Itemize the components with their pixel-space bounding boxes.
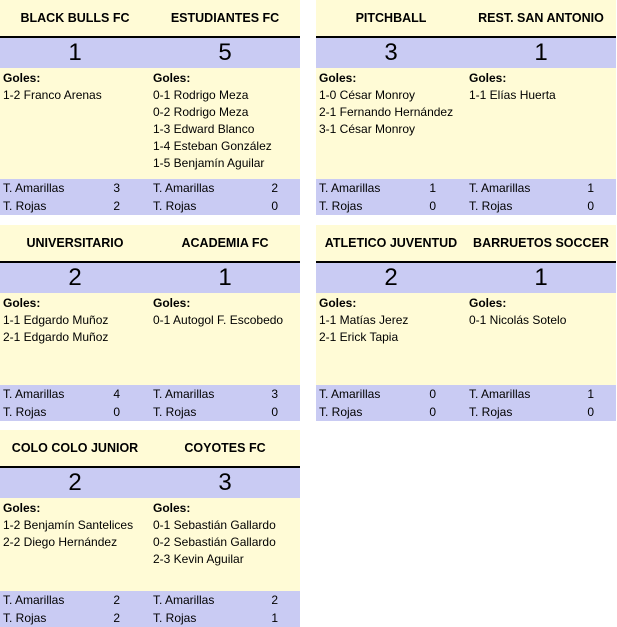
- match-card: [316, 0, 616, 215]
- away-team-name: COYOTES FC: [184, 441, 266, 455]
- home-team-name: PITCHBALL: [355, 11, 427, 25]
- away-score: 3: [218, 469, 232, 496]
- away-yellow-cards: 1: [587, 181, 594, 195]
- home-team-name: UNIVERSITARIO: [26, 236, 124, 250]
- match-card: [0, 0, 300, 215]
- score-row: [0, 36, 300, 68]
- goals-title: Goles:: [3, 71, 41, 85]
- away-score: 1: [218, 264, 232, 291]
- home-yellow-cards: 4: [113, 387, 120, 401]
- goal-line: 1-3 Edward Blanco: [153, 122, 255, 136]
- goal-line: 1-2 Franco Arenas: [3, 88, 102, 102]
- away-red-cards: 1: [271, 611, 278, 625]
- cards-stats: [0, 591, 300, 627]
- red-cards-label: T. Rojas: [469, 199, 513, 213]
- red-cards-label: T. Rojas: [319, 199, 363, 213]
- score-row: [0, 261, 300, 293]
- goal-line: 0-1 Rodrigo Meza: [153, 88, 249, 102]
- goals-title: Goles:: [319, 296, 357, 310]
- red-cards-row: [0, 609, 300, 627]
- yellow-cards-row: [0, 591, 300, 609]
- away-goals: [150, 68, 300, 179]
- red-cards-label: T. Rojas: [153, 611, 197, 625]
- match-header: [0, 225, 300, 261]
- away-goals: [466, 68, 616, 179]
- goal-line: 0-1 Autogol F. Escobedo: [153, 313, 284, 327]
- goals-title: Goles:: [153, 501, 191, 515]
- away-red-cards: 0: [271, 199, 278, 213]
- goal-line: 0-1 Nicolás Sotelo: [469, 313, 567, 327]
- match-header: [0, 430, 300, 466]
- red-cards-label: T. Rojas: [3, 405, 47, 419]
- goal-line: 1-1 Elías Huerta: [469, 88, 556, 102]
- home-red-cards: 2: [113, 611, 120, 625]
- red-cards-label: T. Rojas: [3, 199, 47, 213]
- cards-stats: [0, 385, 300, 421]
- goal-line: 1-1 Matías Jerez: [319, 313, 409, 327]
- match-card: [0, 225, 300, 421]
- away-team-name: ACADEMIA FC: [181, 236, 269, 250]
- home-team-name: COLO COLO JUNIOR: [11, 441, 139, 455]
- goals-section: [0, 68, 300, 179]
- away-score: 1: [534, 264, 548, 291]
- red-cards-label: T. Rojas: [153, 405, 197, 419]
- home-goals: [0, 293, 150, 385]
- away-score: 5: [218, 39, 232, 66]
- away-score: 1: [534, 39, 548, 66]
- match-card: [0, 430, 300, 627]
- yellow-cards-label: T. Amarillas: [3, 387, 65, 401]
- home-score: 2: [68, 264, 82, 291]
- home-yellow-cards: 3: [113, 181, 120, 195]
- home-red-cards: 0: [429, 405, 436, 419]
- yellow-cards-label: T. Amarillas: [469, 387, 531, 401]
- score-row: [316, 36, 616, 68]
- goal-line: 2-1 Fernando Hernández: [319, 105, 454, 119]
- match-header: [316, 0, 616, 36]
- red-cards-row: [316, 197, 616, 215]
- yellow-cards-label: T. Amarillas: [3, 181, 65, 195]
- red-cards-row: [0, 403, 300, 421]
- yellow-cards-row: [316, 385, 616, 403]
- match-header: [316, 225, 616, 261]
- yellow-cards-label: T. Amarillas: [153, 181, 215, 195]
- away-red-cards: 0: [271, 405, 278, 419]
- yellow-cards-label: T. Amarillas: [153, 593, 215, 607]
- match-header: [0, 0, 300, 36]
- match-card: [316, 225, 616, 421]
- home-yellow-cards: 0: [429, 387, 436, 401]
- goals-section: [0, 498, 300, 591]
- goal-line: 2-2 Diego Hernández: [3, 535, 118, 549]
- home-red-cards: 2: [113, 199, 120, 213]
- yellow-cards-row: [0, 179, 300, 197]
- cards-stats: [316, 179, 616, 215]
- home-red-cards: 0: [113, 405, 120, 419]
- cards-stats: [0, 179, 300, 215]
- score-row: [316, 261, 616, 293]
- goal-line: 0-2 Sebastián Gallardo: [153, 535, 276, 549]
- red-cards-row: [316, 403, 616, 421]
- goal-line: 2-3 Kevin Aguilar: [153, 552, 244, 566]
- goal-line: 1-4 Esteban González: [153, 139, 272, 153]
- goals-section: [316, 68, 616, 179]
- away-team-name: BARRUETOS SOCCER: [473, 236, 609, 250]
- away-goals: [466, 293, 616, 385]
- yellow-cards-label: T. Amarillas: [469, 181, 531, 195]
- goal-line: 1-2 Benjamín Santelices: [3, 518, 134, 532]
- away-yellow-cards: 2: [271, 181, 278, 195]
- yellow-cards-label: T. Amarillas: [319, 387, 381, 401]
- yellow-cards-label: T. Amarillas: [319, 181, 381, 195]
- away-team-name: ESTUDIANTES FC: [170, 11, 280, 25]
- home-score: 1: [68, 39, 82, 66]
- yellow-cards-row: [0, 385, 300, 403]
- goal-line: 0-2 Rodrigo Meza: [153, 105, 249, 119]
- goals-section: [316, 293, 616, 385]
- goals-title: Goles:: [319, 71, 357, 85]
- home-score: 3: [384, 39, 398, 66]
- away-red-cards: 0: [587, 405, 594, 419]
- home-score: 2: [68, 469, 82, 496]
- home-red-cards: 0: [429, 199, 436, 213]
- red-cards-row: [0, 197, 300, 215]
- away-team-name: REST. SAN ANTONIO: [478, 11, 604, 25]
- yellow-cards-row: [316, 179, 616, 197]
- goal-line: 2-1 Edgardo Muñoz: [3, 330, 109, 344]
- home-goals: [0, 498, 150, 591]
- goal-line: 3-1 César Monroy: [319, 122, 416, 136]
- home-team-name: ATLETICO JUVENTUD: [324, 236, 458, 250]
- goal-line: 1-0 César Monroy: [319, 88, 416, 102]
- goal-line: 0-1 Sebastián Gallardo: [153, 518, 276, 532]
- away-yellow-cards: 1: [587, 387, 594, 401]
- yellow-cards-label: T. Amarillas: [153, 387, 215, 401]
- red-cards-label: T. Rojas: [153, 199, 197, 213]
- home-goals: [0, 68, 150, 179]
- cards-stats: [316, 385, 616, 421]
- red-cards-label: T. Rojas: [319, 405, 363, 419]
- goals-title: Goles:: [469, 296, 507, 310]
- goal-line: 1-1 Edgardo Muñoz: [3, 313, 109, 327]
- away-goals: [150, 498, 300, 591]
- goals-title: Goles:: [3, 501, 41, 515]
- goals-title: Goles:: [153, 296, 191, 310]
- goal-line: 1-5 Benjamín Aguilar: [153, 156, 265, 170]
- goals-title: Goles:: [153, 71, 191, 85]
- home-yellow-cards: 2: [113, 593, 120, 607]
- away-yellow-cards: 3: [271, 387, 278, 401]
- red-cards-label: T. Rojas: [3, 611, 47, 625]
- goal-line: 2-1 Erick Tapia: [319, 330, 399, 344]
- yellow-cards-label: T. Amarillas: [3, 593, 65, 607]
- home-goals: [316, 68, 466, 179]
- home-goals: [316, 293, 466, 385]
- goals-title: Goles:: [3, 296, 41, 310]
- away-red-cards: 0: [587, 199, 594, 213]
- score-row: [0, 466, 300, 498]
- goals-section: [0, 293, 300, 385]
- away-goals: [150, 293, 300, 385]
- home-team-name: BLACK BULLS FC: [20, 11, 130, 25]
- home-score: 2: [384, 264, 398, 291]
- goals-title: Goles:: [469, 71, 507, 85]
- away-yellow-cards: 2: [271, 593, 278, 607]
- home-yellow-cards: 1: [429, 181, 436, 195]
- red-cards-label: T. Rojas: [469, 405, 513, 419]
